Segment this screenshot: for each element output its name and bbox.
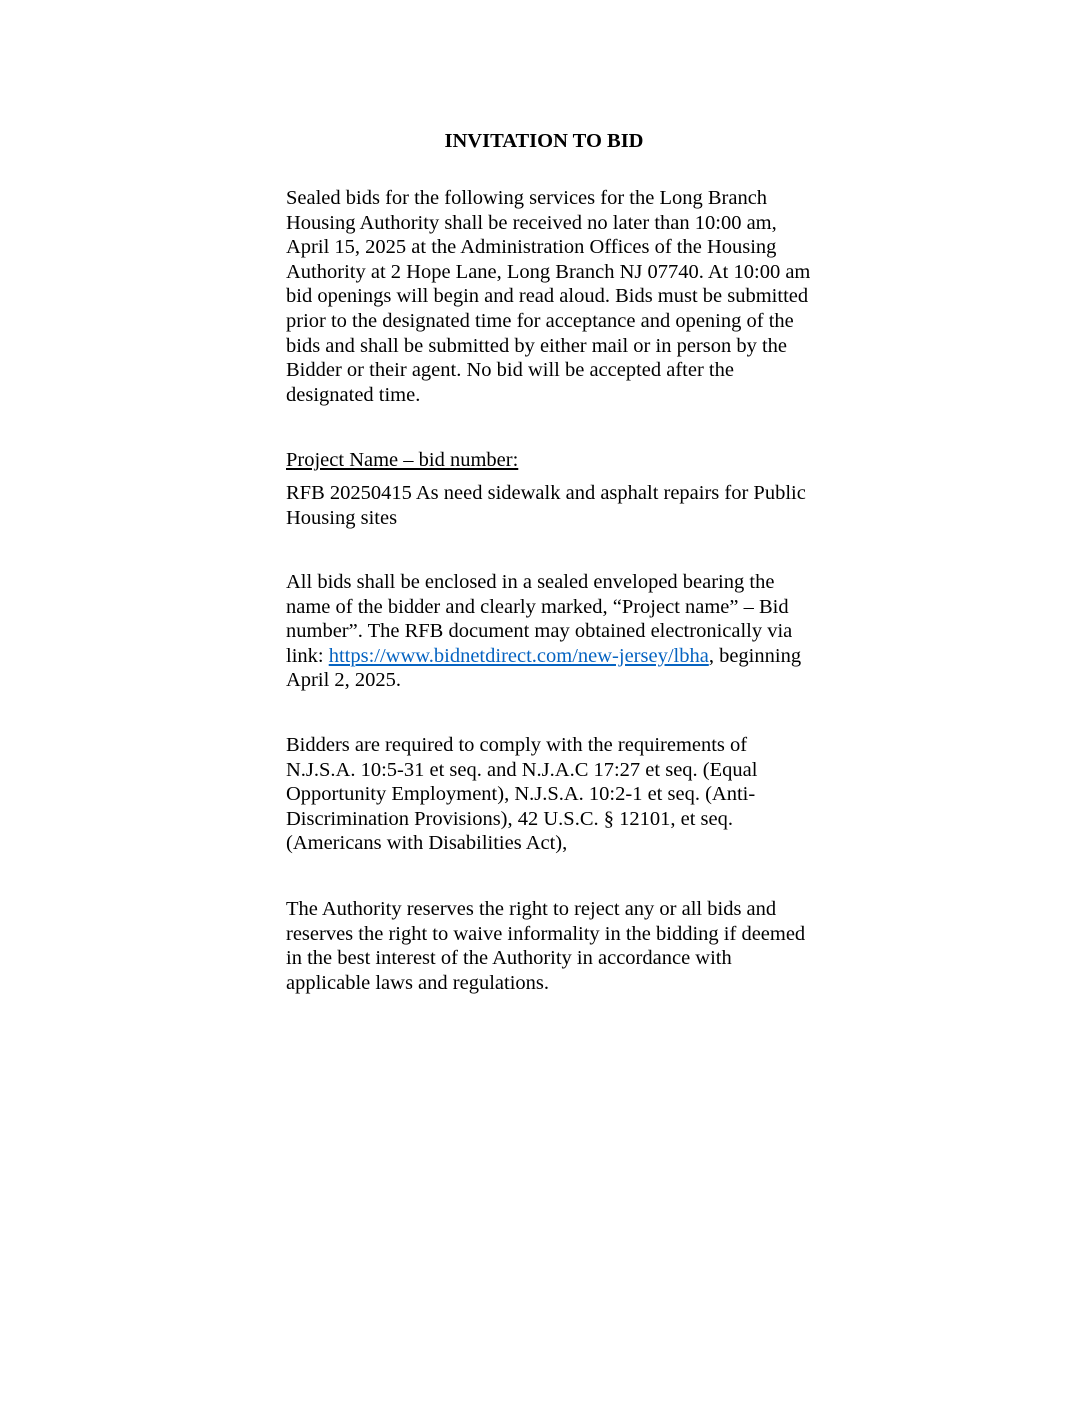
project-rfb-line: RFB 20250415 As need sidewalk and asphalt repairs for Public Housing sites bbox=[286, 482, 806, 529]
paragraph-reservation-of-rights: The Authority reserves the right to reject any or all bids and reserves the right to waive informality in the bidding if deemed in the best interest of the Authority in accordance with applicable laws and regulations. bbox=[286, 898, 806, 994]
paragraph-compliance: Bidders are required to comply with the requirements of N.J.S.A. 10:5-31 et seq. and N.J.A.C 17:27 et seq. (Equal Opportunity Employment), N.J.S.A. 10:2-1 et seq. (Anti-Discrimination Provisions), 42 U.S.C. § 12101, et seq. (Americans with Disabilities Act), bbox=[286, 734, 758, 855]
envelope-instructions-date: , beginning April 2, 2025. bbox=[286, 644, 802, 692]
document-title: INVITATION TO BID bbox=[444, 130, 644, 152]
bidnet-link[interactable]: https://www.bidnetdirect.com/new-jersey/lbha bbox=[328, 644, 709, 667]
envelope-instructions-text: All bids shall be enclosed in a sealed enveloped bearing the name of the bidder and clearly marked, “Project name” – Bid number”. The RFB document may obtained electronically via link: bbox=[286, 571, 793, 667]
paragraph-bid-submission: Sealed bids for the following services for the Long Branch Housing Authority shall be received no later than 10:00 am, April 15, 2025 at the Administration Offices of the Housing Authority at 2 Hope Lane, Long Branch NJ 07740. At 10:00 am bid openings will begin and read aloud. Bids must be submitted prior to the designated time for acceptance and opening of the bids and shall be submitted by either mail or in person by the Bidder or their agent. No bid will be accepted after the designated time. bbox=[286, 187, 811, 406]
project-name-heading: Project Name – bid number: bbox=[286, 449, 519, 471]
paragraph-envelope-instructions bbox=[286, 570, 814, 693]
